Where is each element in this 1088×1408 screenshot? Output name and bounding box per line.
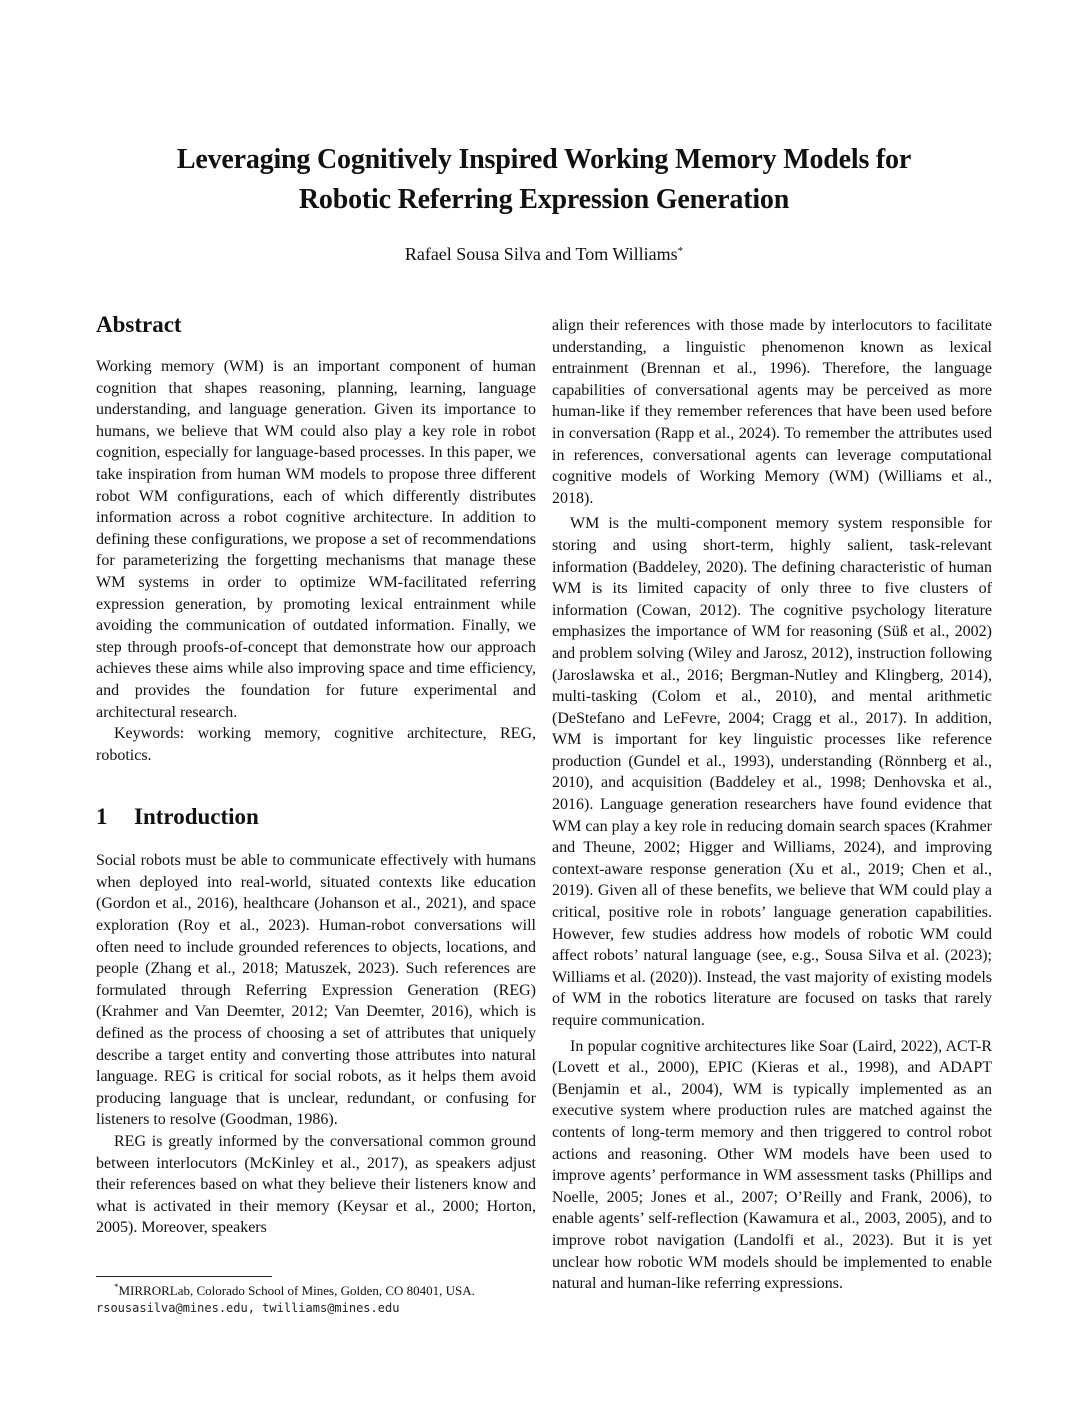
section-title: Introduction [134,804,259,830]
footnote-rule [96,1276,272,1277]
authors-text: Rafael Sousa Silva and Tom Williams [404,244,678,264]
abstract-text: Working memory (WM) is an important component of human cognition that shapes reasoning, planning, learning, language understanding, and language generation. Given its importance to humans, we believe that WM could also play a key role in robot cognition, especially for language-based processes. In this paper, we take inspiration from human WM models to propose three different robot WM configurations, each of which differently distributes information across a robot cognitive architecture. In addition to defining these configurations, we propose a set of recommendations for parameterizing the forgetting mechanisms that manage these WM systems in order to optimize WM-facilitated referring expression generation, by promoting lexical entrainment while avoiding the communication of outdated information. Finally, we step through proofs-of-concept that demonstrate how our approach achieves these aims while also improving space and time efficiency, and provides the foundation for future experimental and architectural research. [96,358,536,721]
keywords: Keywords: working memory, cognitive architecture, REG, robotics. [96,725,536,764]
intro-paragraph-4: WM is the multi-component memory system responsible for storing and using short-term, highly salient, task-relevant information (Baddeley, 2020). The defining characteristic of human WM is its limited capacity of only three to five clusters of information (Cowan, 2012). The cognitive psychology literature emphasizes the importance of WM for reasoning (Süß et al., 2002) and problem solving (Wiley and Jarosz, 2012), instruction following (Jaroslawska et al., 2016; Bergman-Nutley and Klingberg, 2014), multi-tasking (Colom et al., 2010), and mental arithmetic (DeStefano and LeFevre, 2004; Cragg et al., 2017). In addition, WM is important for key linguistic processes like reference production (Gundel et al., 1993), understanding (Rönnberg et al., 2010), and acquisition (Baddeley et al., 1998; Denhovska et al., 2016). Language generation researchers have found evidence that WM can play a key role in reducing domain search spaces (Krahmer and Theune, 2002; Higger and Williams, 2024), and improving context-aware response generation (Xu et al., 2019; Chen et al., 2019). Given all of these benefits, we believe that WM could play a critical, positive role in robots’ language generation capabilities. However, few studies address how models of robotic WM could affect robots’ natural language (see, e.g., Sousa Silva et al. (2023); Williams et al. (2020)). Instead, the vast majority of existing models of WM in the robotics literature are focused on tasks that rarely require communication. [552,515,992,1029]
title-line-2: Robotic Referring Expression Generation [298,184,790,215]
footnote-affiliation: MIRRORLab, Colorado School of Mines, Golden, CO 80401, USA. [118,1283,475,1298]
author-list [90,242,998,266]
left-column [96,306,536,1239]
footnote-emails: rsousasilva@mines.edu, twilliams@mines.edu [96,1301,400,1315]
section-number: 1 [96,804,108,830]
intro-paragraph-3: align their references with those made by interlocutors to facilitate understanding, a linguistic phenomenon known as lexical entrainment (Brennan et al., 1996). Therefore, the language capabilities of conversational agents may be perceived as more human-like if they remember references that have been used before in conversation (Rapp et al., 2024). To remember the attributes used in references, conversational agents can leverage computational cognitive models of Working Memory (WM) (Williams et al., 2018). [552,317,992,507]
title-line-1: Leveraging Cognitively Inspired Working Memory Models for [176,144,912,175]
author-footnote-mark: * [677,245,684,257]
footnote-mark: * [114,1282,119,1292]
intro-paragraph-1: Social robots must be able to communicate effectively with humans when deployed into real-world, situated contexts like education (Gordon et al., 2016), healthcare (Johanson et al., 2021), and space exploration (Roy et al., 2023). Human-robot conversations will often need to include grounded references to objects, locations, and people (Zhang et al., 2018; Matuszek, 2023). Such references are formulated through Referring Expression Generation (REG) (Krahmer and Van Deemter, 2012; Van Deemter, 2016), which is defined as the process of choosing a set of attributes that uniquely describe a target entity and converting those attributes into natural language. REG is critical for social robots, as it helps them avoid producing language that is unclear, redundant, or confusing for listeners to resolve (Goodman, 1986). [96,852,536,1129]
intro-paragraph-5: In popular cognitive architectures like Soar (Laird, 2022), ACT-R (Lovett et al., 2000), EPIC (Kieras et al., 1998), and ADAPT (Benjamin et al., 2004), WM is typically implemented as an executive system where production rules are matched against the contents of long-term memory and then triggered to control robot actions and reasoning. Other WM models have been used to improve agents’ performance in WM assessment tasks (Phillips and Noelle, 2005; Jones et al., 2007; O’Reilly and Frank, 2006), to enable agents’ self-reflection (Kawamura et al., 2003, 2005), and to improve robot navigation (Landolfi et al., 2023). But it is yet unclear how robotic WM models should be implemented to enable natural and human-like referring expressions. [552,1037,992,1293]
right-column [552,315,992,1295]
footnote [96,1282,536,1317]
abstract-heading: Abstract [96,312,182,337]
paper-title [90,140,998,220]
introduction-heading [96,802,536,832]
intro-paragraph-2: REG is greatly informed by the conversational common ground between interlocutors (McKinley et al., 2017), as speakers adjust their references based on what they believe their listeners know and what is activated in their memory (Keysar et al., 2000; Horton, 2005). Moreover, speakers [96,1133,536,1237]
